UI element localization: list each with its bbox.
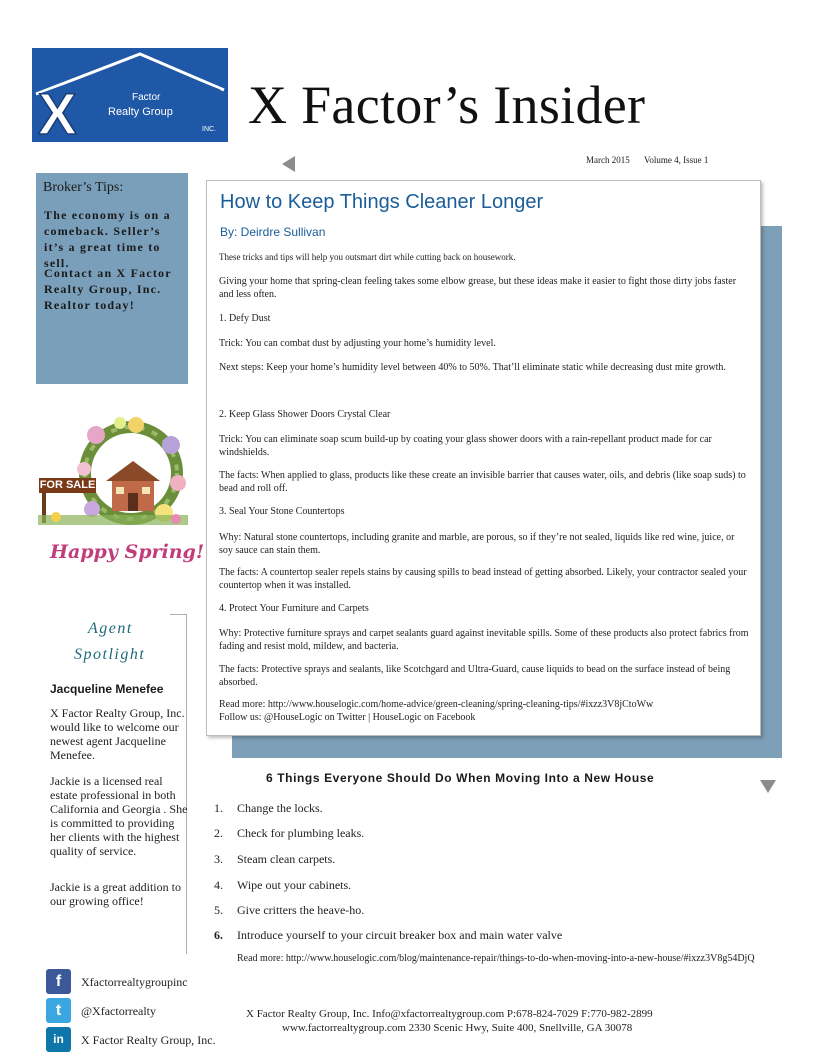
article-intro: These tricks and tips will help you outsmart dirt while cutting back on housework. <box>219 252 516 262</box>
spotlight-title-line2: Spotlight <box>74 646 146 663</box>
section-2-facts: The facts: When applied to glass, products like these create an invisible barrier that causes water, oils, and debris (like soap suds) to bead and roll off. <box>219 470 746 494</box>
section-3-heading: 3. Seal Your Stone Countertops <box>219 506 345 517</box>
spotlight-divider-top <box>170 614 187 615</box>
logo-trademark: TM <box>232 56 244 65</box>
agent-bio-text: Jackie is a licensed real estate professional in both California and Georgia . She is committed to providing her clients with the highest quality of service. <box>50 774 188 858</box>
moving-read-more-link[interactable]: Read more: http://www.houselogic.com/blog/maintenance-repair/things-to-do-when-moving-into-a-new-house/#ixzz3V8g54DjQ <box>237 953 755 964</box>
issue-date: March 2015 <box>586 155 630 165</box>
linkedin-icon[interactable]: in <box>46 1027 71 1052</box>
triangle-down-icon <box>760 780 776 793</box>
section-4-facts: The facts: Protective sprays and sealants, like Scotchgard and Ultra-Guard, cause liquids to bead on the surface instead of being absorbed. <box>219 664 731 688</box>
section-1-trick: Trick: You can combat dust by adjusting your home’s humidity level. <box>219 338 496 349</box>
list-item: 3. Steam clean carpets. <box>214 852 336 866</box>
footer-address: www.factorrealtygroup.com 2330 Scenic Hwy, Suite 400, Snellville, GA 30078 <box>282 1022 633 1034</box>
facebook-icon[interactable]: f <box>46 969 71 994</box>
footer-contact: X Factor Realty Group, Inc. Info@xfactorrealtygroup.com P:678-824-7029 F:770-982-2899 <box>246 1008 653 1020</box>
section-4-heading: 4. Protect Your Furniture and Carpets <box>219 603 369 614</box>
agent-name: Jacqueline Menefee <box>50 682 164 696</box>
section-1-next-steps: Next steps: Keep your home’s humidity level between 40% to 50%. That’ll eliminate static while decreasing dust mite growth. <box>219 362 726 373</box>
broker-tips-title: Broker’s Tips: <box>43 180 124 195</box>
svg-text:X: X <box>38 82 77 142</box>
section-1-heading: 1. Defy Dust <box>219 313 271 324</box>
linkedin-name[interactable]: X Factor Realty Group, Inc. <box>81 1033 216 1047</box>
logo-factor-text: Factor <box>132 92 161 103</box>
list-item: 2. Check for plumbing leaks. <box>214 826 365 840</box>
moving-list-title: 6 Things Everyone Should Do When Moving Into a New House <box>266 771 655 785</box>
agent-closing-text: Jackie is a great addition to our growing office! <box>50 880 181 908</box>
company-logo <box>32 48 244 142</box>
article-title: How to Keep Things Cleaner Longer <box>220 191 544 213</box>
twitter-icon[interactable]: t <box>46 998 71 1023</box>
section-2-heading: 2. Keep Glass Shower Doors Crystal Clear <box>219 409 391 420</box>
twitter-handle[interactable]: @Xfactorrealty <box>81 1004 157 1018</box>
facebook-handle[interactable]: Xfactorrealtygroupinc <box>81 975 188 989</box>
article-read-more-link[interactable]: Read more: http://www.houselogic.com/home-advice/green-cleaning/spring-cleaning-tips/#ixzz3V8jCtoWw <box>219 699 654 710</box>
list-item: 5. Give critters the heave-ho. <box>214 903 365 917</box>
section-3-facts: The facts: A countertop sealer repels stains by causing spills to bead instead of getting absorbed. Likely, your contractor sealed your countertop when it was installed. <box>219 567 747 591</box>
logo-inc-text: INC. <box>202 126 216 133</box>
article-lead: Giving your home that spring-clean feeling takes some elbow grease, but these ideas make it easier to fight those dirty jobs faster and less often. <box>219 276 737 300</box>
logo-realty-group-text: Realty Group <box>108 106 173 118</box>
article-follow-us[interactable]: Follow us: @HouseLogic on Twitter | HouseLogic on Facebook <box>219 712 476 723</box>
issue-volume: Volume 4, Issue 1 <box>644 155 709 165</box>
happy-spring-caption: Happy Spring! <box>50 541 205 563</box>
list-item: 1. Change the locks. <box>214 801 323 815</box>
spotlight-title-line1: Agent <box>88 620 133 637</box>
section-4-why: Why: Protective furniture sprays and carpet sealants guard against inevitable spills. Some of these products also protect fabrics from fading and resist mold, mildew, and bacteria. <box>219 628 749 652</box>
broker-tips-box <box>36 173 188 384</box>
article-byline: By: Deirdre Sullivan <box>220 225 326 239</box>
section-2-trick: Trick: You can eliminate soap scum build-up by coating your glass shower doors with a rain-repellant product made for car windshields. <box>219 434 712 458</box>
broker-tips-message: The economy is on a comeback. Seller’s it’s a great time to sell. <box>44 208 171 270</box>
list-item: 6. Introduce yourself to your circuit breaker box and main water valve <box>214 928 563 942</box>
newsletter-title: X Factor’s Insider <box>248 75 646 135</box>
for-sale-sign: FOR SALE <box>39 479 96 491</box>
list-item: 4. Wipe out your cabinets. <box>214 878 352 892</box>
logo-graphic <box>32 48 228 142</box>
article-cleaner-longer <box>206 180 761 736</box>
section-3-why: Why: Natural stone countertops, including granite and marble, are porous, so if they’re not sealed, liquids like red wine, juice, or soy sauce can stain them. <box>219 532 735 556</box>
triangle-left-icon <box>282 156 295 172</box>
broker-tips-contact: Contact an X Factor Realty Group, Inc. Realtor today! <box>44 266 172 312</box>
agent-welcome-text: X Factor Realty Group, Inc. would like to welcome our newest agent Jacqueline Menefee. <box>50 706 185 762</box>
